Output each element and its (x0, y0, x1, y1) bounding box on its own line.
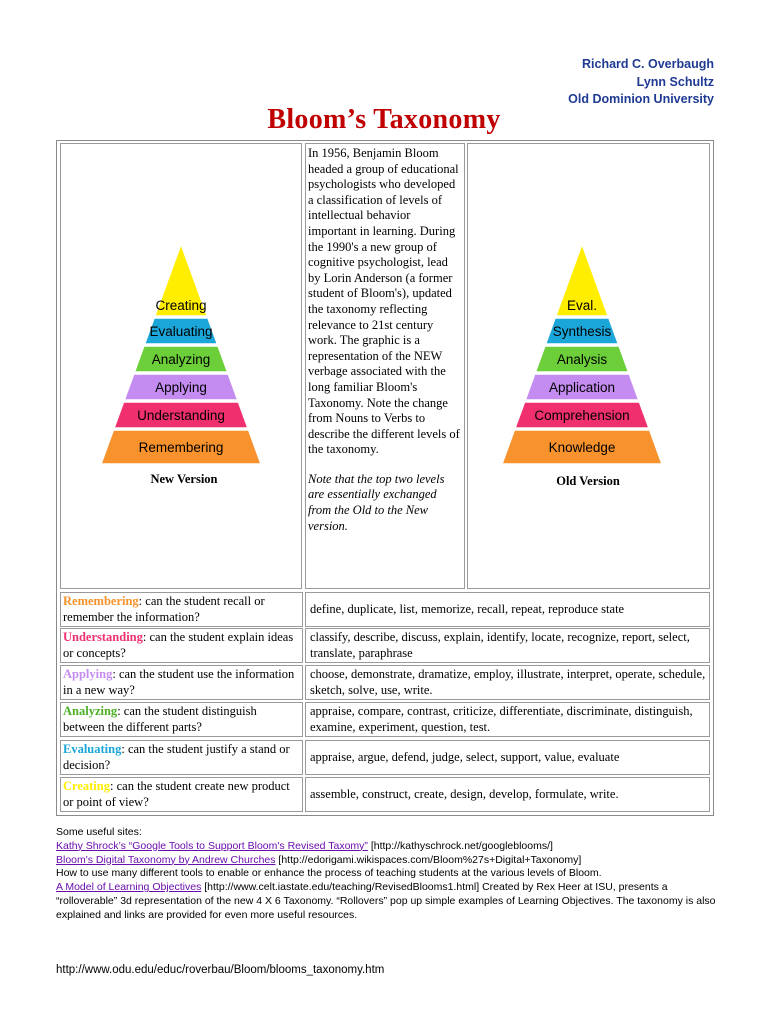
row-remembering-question (60, 594, 302, 625)
old-version-pyramid (502, 244, 672, 484)
site-line-1 (56, 840, 716, 854)
university: Old Dominion University (568, 92, 714, 106)
new-version-pyramid (101, 244, 271, 484)
row-creating-question (60, 779, 302, 810)
intro-paragraph: In 1956, Benjamin Bloom headed a group of educational psychologists who developed a classification of levels of intellectual behavior important in learning. During the 1990's a new group of cognitive psychologist, lead by Lorin Anderson (a former student of Bloom's), updated the taxonomy reflecting relevance to 21st century work. The graphic is a representation of the NEW verbage associated with the long familiar Bloom's Taxonomy. Note the change from Nouns to Verbs to describe the different levels of the taxonomy. (308, 146, 460, 457)
row-evaluating-level: Evaluating (63, 742, 122, 756)
new-pyramid-label-creating: Creating (155, 298, 207, 313)
site-line-2 (56, 854, 716, 868)
link1-url: [http://kathyschrock.net/googleblooms/] (367, 839, 553, 852)
row-evaluating-verbs: appraise, argue, defend, judge, select, support, value, evaluate (310, 749, 620, 764)
row-understanding-verbs: classify, describe, discuss, explain, identify, locate, recognize, report, select, translate, paraphrase (310, 630, 690, 660)
link3-description: [http://www.celt.iastate.edu/teaching/RevisedBlooms1.html] Created by Rex Heer at ISU, presents a “rolloverable” 3d representation of the new 4 X 6 Taxonomy. “Rollovers” pop up simple examples of Learning Objectives. The taxonomy is also explained and links are provided for even more useful resources. (56, 881, 716, 921)
row-analyzing-level: Analyzing (63, 704, 118, 718)
row-creating-verbs: assemble, construct, create, design, develop, formulate, write. (310, 786, 619, 801)
site-line-3: How to use many different tools to enable or enhance the process of teaching students at the various levels of Bloom. (56, 867, 602, 880)
row-analyzing-question-text: : can the student distinguish between the different parts? (63, 704, 257, 734)
row-remembering-verbs: define, duplicate, list, memorize, recall, repeat, reproduce state (310, 601, 625, 616)
old-pyramid-label-synthesis: Synthesis (552, 324, 612, 339)
row-understanding-level: Understanding (63, 630, 143, 644)
old-pyramid-label-knowledge: Knowledge (548, 440, 616, 455)
row-remembering-level: Remembering (63, 594, 139, 608)
new-pyramid-label-understanding: Understanding (137, 408, 225, 423)
authors-block (568, 56, 714, 109)
link-kathy-schrock[interactable]: Kathy Shrock’s “Google Tools to Support Bloom's Revised Taxomy” (56, 839, 368, 852)
site-line-4 (56, 881, 716, 922)
useful-sites-heading: Some useful sites: (56, 826, 142, 838)
row-evaluating-question (60, 742, 302, 773)
row-remembering-question-text: : can the student recall or remember the information? (63, 594, 265, 624)
link-learning-objectives[interactable]: A Model of Learning Objectives (56, 881, 202, 894)
link-digital-taxonomy[interactable]: Bloom's Digital Taxonomy by Andrew Churches (56, 853, 276, 866)
new-pyramid-label-evaluating: Evaluating (149, 324, 213, 339)
old-pyramid-label-application: Application (548, 380, 616, 395)
row-applying-question-text: : can the student use the information in a new way? (63, 667, 295, 697)
useful-sites (56, 826, 716, 923)
row-analyzing-question (60, 704, 302, 735)
page-title: Bloom’s Taxonomy (267, 104, 501, 135)
link2-url: [http://edorigami.wikispaces.com/Bloom%27s+Digital+Taxonomy] (275, 853, 582, 866)
new-version-caption: New Version (150, 472, 218, 486)
intro-text-block (308, 146, 462, 534)
row-evaluating-question-text: : can the student justify a stand or decision? (63, 742, 290, 772)
row-understanding-question (60, 630, 302, 661)
row-applying-verbs: choose, demonstrate, dramatize, employ, illustrate, interpret, operate, schedule, sketch, solve, use, write. (310, 667, 706, 697)
source-url: http://www.odu.edu/educ/roverbau/Bloom/blooms_taxonomy.htm (56, 964, 385, 976)
row-creating-level: Creating (63, 779, 110, 793)
row-understanding-question-text: : can the student explain ideas or concepts? (63, 630, 294, 660)
row-applying-question (60, 667, 302, 698)
author-2: Lynn Schultz (636, 74, 714, 89)
old-pyramid-label-comprehension: Comprehension (534, 408, 630, 423)
author-1: Richard C. Overbaugh (582, 57, 714, 71)
old-pyramid-label-analysis: Analysis (556, 352, 608, 367)
row-analyzing-verbs: appraise, compare, contrast, criticize, differentiate, discriminate, distinguish, examine, experiment, question, test. (310, 704, 693, 734)
old-version-caption: Old Version (556, 474, 620, 488)
new-pyramid-label-applying: Applying (155, 380, 207, 395)
row-creating-question-text: : can the student create new product or point of view? (63, 779, 290, 809)
old-pyramid-label-eval: Eval. (566, 298, 598, 313)
intro-note: Note that the top two levels are essentially exchanged from the Old to the New version. (308, 471, 445, 533)
row-applying-level: Applying (63, 667, 113, 681)
new-pyramid-label-analyzing: Analyzing (151, 352, 211, 367)
new-pyramid-label-remembering: Remembering (138, 440, 224, 455)
